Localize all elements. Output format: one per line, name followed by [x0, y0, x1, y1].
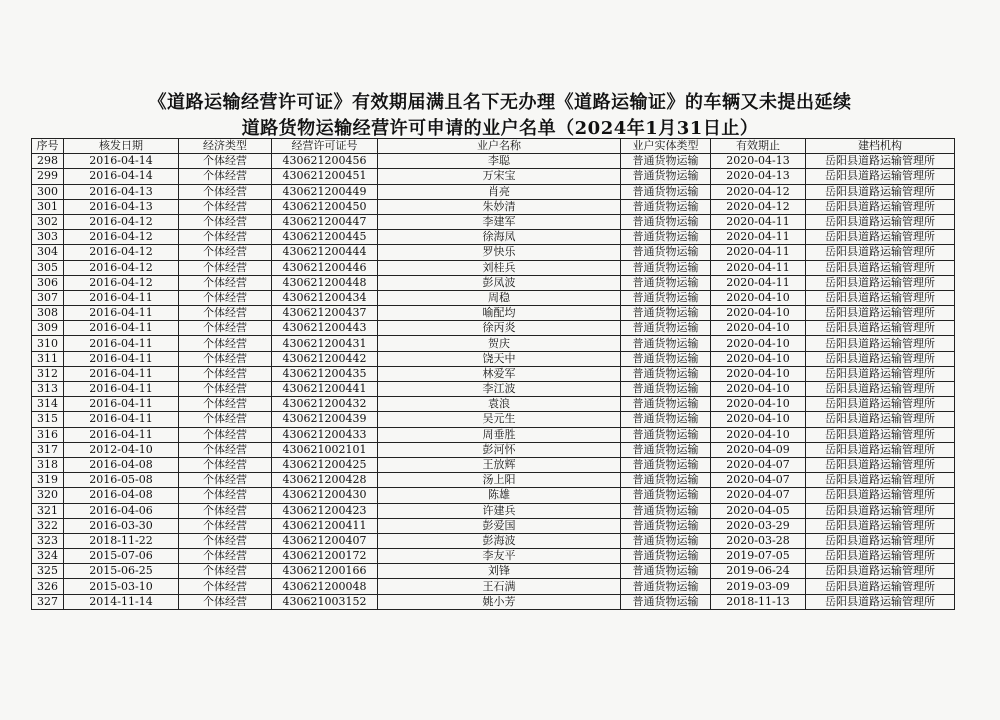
cell-operator-name: 周稳 — [378, 290, 621, 305]
cell-expiry-date: 2020-04-11 — [711, 245, 806, 260]
cell-filing-agency: 岳阳县道路运输管理所 — [806, 457, 955, 472]
cell-expiry-date: 2020-04-07 — [711, 488, 806, 503]
cell-expiry-date: 2020-04-07 — [711, 473, 806, 488]
cell-license-no: 430621200450 — [272, 199, 378, 214]
cell-license-no: 430621002101 — [272, 442, 378, 457]
cell-entity-type: 普通货物运输 — [621, 457, 711, 472]
cell-license-no: 430621200445 — [272, 230, 378, 245]
cell-economic-type: 个体经营 — [179, 336, 272, 351]
cell-filing-agency: 岳阳县道路运输管理所 — [806, 321, 955, 336]
cell-economic-type: 个体经营 — [179, 199, 272, 214]
cell-entity-type: 普通货物运输 — [621, 503, 711, 518]
cell-economic-type: 个体经营 — [179, 214, 272, 229]
cell-entity-type: 普通货物运输 — [621, 230, 711, 245]
cell-expiry-date: 2020-04-11 — [711, 275, 806, 290]
cell-entity-type: 普通货物运输 — [621, 245, 711, 260]
cell-filing-agency: 岳阳县道路运输管理所 — [806, 533, 955, 548]
cell-license-no: 430621200431 — [272, 336, 378, 351]
cell-expiry-date: 2020-04-11 — [711, 260, 806, 275]
cell-expiry-date: 2020-04-10 — [711, 412, 806, 427]
cell-operator-name: 饶天中 — [378, 351, 621, 366]
document-title-line-1: 《道路运输经营许可证》有效期届满且名下无办理《道路运输证》的车辆又未提出延续 — [148, 92, 852, 113]
cell-expiry-date: 2020-04-13 — [711, 169, 806, 184]
cell-seq: 312 — [32, 366, 64, 381]
table-row — [32, 397, 955, 412]
cell-entity-type: 普通货物运输 — [621, 533, 711, 548]
cell-issue-date: 2016-03-30 — [64, 518, 179, 533]
table-row — [32, 518, 955, 533]
document-title-line-2: 道路货物运输经营许可申请的业户名单（2024年1月31日止） — [241, 118, 759, 139]
cell-economic-type: 个体经营 — [179, 427, 272, 442]
table-row — [32, 230, 955, 245]
cell-license-no: 430621200437 — [272, 306, 378, 321]
cell-issue-date: 2016-04-14 — [64, 169, 179, 184]
cell-seq: 315 — [32, 412, 64, 427]
cell-operator-name: 罗快乐 — [378, 245, 621, 260]
cell-seq: 307 — [32, 290, 64, 305]
table-row — [32, 503, 955, 518]
cell-filing-agency: 岳阳县道路运输管理所 — [806, 245, 955, 260]
cell-issue-date: 2016-04-11 — [64, 382, 179, 397]
cell-expiry-date: 2020-04-10 — [711, 321, 806, 336]
cell-license-no: 430621200451 — [272, 169, 378, 184]
cell-seq: 298 — [32, 154, 64, 169]
cell-operator-name: 肖亮 — [378, 184, 621, 199]
cell-seq: 321 — [32, 503, 64, 518]
cell-filing-agency: 岳阳县道路运输管理所 — [806, 199, 955, 214]
cell-issue-date: 2015-07-06 — [64, 549, 179, 564]
cell-entity-type: 普通货物运输 — [621, 169, 711, 184]
cell-issue-date: 2016-04-13 — [64, 184, 179, 199]
table-row — [32, 564, 955, 579]
cell-entity-type: 普通货物运输 — [621, 214, 711, 229]
cell-expiry-date: 2020-04-10 — [711, 382, 806, 397]
cell-expiry-date: 2019-06-24 — [711, 564, 806, 579]
cell-issue-date: 2016-04-11 — [64, 336, 179, 351]
cell-expiry-date: 2020-04-09 — [711, 442, 806, 457]
cell-expiry-date: 2020-04-13 — [711, 154, 806, 169]
cell-expiry-date: 2020-04-12 — [711, 184, 806, 199]
cell-operator-name: 贺庆 — [378, 336, 621, 351]
cell-seq: 318 — [32, 457, 64, 472]
cell-operator-name: 李友平 — [378, 549, 621, 564]
header-expiry-date: 有效期止 — [711, 139, 806, 154]
table-row — [32, 457, 955, 472]
cell-license-no: 430621003152 — [272, 594, 378, 609]
cell-entity-type: 普通货物运输 — [621, 290, 711, 305]
cell-operator-name: 刘锋 — [378, 564, 621, 579]
cell-license-no: 430621200432 — [272, 397, 378, 412]
table-row — [32, 579, 955, 594]
cell-seq: 301 — [32, 199, 64, 214]
cell-entity-type: 普通货物运输 — [621, 549, 711, 564]
cell-economic-type: 个体经营 — [179, 473, 272, 488]
cell-economic-type: 个体经营 — [179, 518, 272, 533]
cell-filing-agency: 岳阳县道路运输管理所 — [806, 549, 955, 564]
cell-expiry-date: 2020-03-29 — [711, 518, 806, 533]
cell-issue-date: 2016-04-14 — [64, 154, 179, 169]
cell-issue-date: 2016-04-08 — [64, 457, 179, 472]
cell-entity-type: 普通货物运输 — [621, 366, 711, 381]
table-row — [32, 594, 955, 609]
cell-filing-agency: 岳阳县道路运输管理所 — [806, 154, 955, 169]
cell-issue-date: 2015-06-25 — [64, 564, 179, 579]
cell-operator-name: 喻配均 — [378, 306, 621, 321]
cell-seq: 323 — [32, 533, 64, 548]
cell-operator-name: 徐海凤 — [378, 230, 621, 245]
cell-seq: 305 — [32, 260, 64, 275]
table-row — [32, 184, 955, 199]
cell-operator-name: 吴元生 — [378, 412, 621, 427]
cell-operator-name: 李江波 — [378, 382, 621, 397]
table-header — [32, 139, 955, 154]
cell-issue-date: 2016-04-06 — [64, 503, 179, 518]
cell-seq: 299 — [32, 169, 64, 184]
cell-operator-name: 王放辉 — [378, 457, 621, 472]
cell-filing-agency: 岳阳县道路运输管理所 — [806, 579, 955, 594]
cell-economic-type: 个体经营 — [179, 412, 272, 427]
table-row — [32, 412, 955, 427]
table-row — [32, 382, 955, 397]
cell-expiry-date: 2020-04-10 — [711, 290, 806, 305]
table-row — [32, 351, 955, 366]
cell-license-no: 430621200434 — [272, 290, 378, 305]
cell-license-no: 430621200411 — [272, 518, 378, 533]
cell-license-no: 430621200444 — [272, 245, 378, 260]
cell-issue-date: 2016-04-11 — [64, 290, 179, 305]
cell-economic-type: 个体经营 — [179, 321, 272, 336]
cell-expiry-date: 2020-04-10 — [711, 351, 806, 366]
cell-expiry-date: 2019-07-05 — [711, 549, 806, 564]
cell-filing-agency: 岳阳县道路运输管理所 — [806, 290, 955, 305]
cell-expiry-date: 2020-04-11 — [711, 230, 806, 245]
cell-filing-agency: 岳阳县道路运输管理所 — [806, 184, 955, 199]
table-row — [32, 473, 955, 488]
cell-license-no: 430621200456 — [272, 154, 378, 169]
cell-issue-date: 2016-04-11 — [64, 366, 179, 381]
cell-issue-date: 2012-04-10 — [64, 442, 179, 457]
cell-issue-date: 2016-04-11 — [64, 351, 179, 366]
header-row — [32, 139, 955, 154]
table-row — [32, 488, 955, 503]
cell-license-no: 430621200430 — [272, 488, 378, 503]
header-issue-date: 核发日期 — [64, 139, 179, 154]
cell-seq: 313 — [32, 382, 64, 397]
cell-seq: 308 — [32, 306, 64, 321]
cell-entity-type: 普通货物运输 — [621, 260, 711, 275]
cell-entity-type: 普通货物运输 — [621, 412, 711, 427]
cell-seq: 319 — [32, 473, 64, 488]
cell-filing-agency: 岳阳县道路运输管理所 — [806, 230, 955, 245]
header-economic-type: 经济类型 — [179, 139, 272, 154]
cell-expiry-date: 2020-03-28 — [711, 533, 806, 548]
cell-seq: 303 — [32, 230, 64, 245]
table-row — [32, 169, 955, 184]
cell-economic-type: 个体经营 — [179, 260, 272, 275]
cell-expiry-date: 2018-11-13 — [711, 594, 806, 609]
cell-license-no: 430621200441 — [272, 382, 378, 397]
cell-filing-agency: 岳阳县道路运输管理所 — [806, 336, 955, 351]
cell-operator-name: 姚小芳 — [378, 594, 621, 609]
cell-entity-type: 普通货物运输 — [621, 336, 711, 351]
cell-entity-type: 普通货物运输 — [621, 306, 711, 321]
cell-operator-name: 万宋宝 — [378, 169, 621, 184]
header-filing-agency: 建档机构 — [806, 139, 955, 154]
cell-filing-agency: 岳阳县道路运输管理所 — [806, 214, 955, 229]
cell-filing-agency: 岳阳县道路运输管理所 — [806, 427, 955, 442]
cell-operator-name: 刘桂兵 — [378, 260, 621, 275]
cell-license-no: 430621200439 — [272, 412, 378, 427]
cell-license-no: 430621200048 — [272, 579, 378, 594]
cell-operator-name: 李建军 — [378, 214, 621, 229]
cell-filing-agency: 岳阳县道路运输管理所 — [806, 518, 955, 533]
cell-seq: 316 — [32, 427, 64, 442]
cell-economic-type: 个体经营 — [179, 351, 272, 366]
cell-filing-agency: 岳阳县道路运输管理所 — [806, 382, 955, 397]
table-row — [32, 549, 955, 564]
cell-license-no: 430621200433 — [272, 427, 378, 442]
cell-filing-agency: 岳阳县道路运输管理所 — [806, 275, 955, 290]
cell-entity-type: 普通货物运输 — [621, 442, 711, 457]
cell-seq: 322 — [32, 518, 64, 533]
cell-filing-agency: 岳阳县道路运输管理所 — [806, 351, 955, 366]
cell-license-no: 430621200166 — [272, 564, 378, 579]
cell-entity-type: 普通货物运输 — [621, 473, 711, 488]
cell-expiry-date: 2020-04-10 — [711, 336, 806, 351]
cell-expiry-date: 2020-04-10 — [711, 427, 806, 442]
header-operator-name: 业户名称 — [378, 139, 621, 154]
table-row — [32, 260, 955, 275]
cell-entity-type: 普通货物运输 — [621, 154, 711, 169]
cell-issue-date: 2016-05-08 — [64, 473, 179, 488]
cell-issue-date: 2016-04-11 — [64, 412, 179, 427]
cell-economic-type: 个体经营 — [179, 382, 272, 397]
cell-operator-name: 彭海波 — [378, 533, 621, 548]
cell-economic-type: 个体经营 — [179, 457, 272, 472]
table-row — [32, 275, 955, 290]
cell-license-no: 430621200428 — [272, 473, 378, 488]
cell-seq: 311 — [32, 351, 64, 366]
cell-filing-agency: 岳阳县道路运输管理所 — [806, 442, 955, 457]
cell-economic-type: 个体经营 — [179, 290, 272, 305]
table-row — [32, 336, 955, 351]
cell-expiry-date: 2020-04-07 — [711, 457, 806, 472]
cell-seq: 320 — [32, 488, 64, 503]
cell-license-no: 430621200449 — [272, 184, 378, 199]
table-body — [32, 154, 955, 610]
cell-filing-agency: 岳阳县道路运输管理所 — [806, 412, 955, 427]
table-row — [32, 306, 955, 321]
cell-license-no: 430621200448 — [272, 275, 378, 290]
cell-operator-name: 周垂胜 — [378, 427, 621, 442]
header-seq: 序号 — [32, 139, 64, 154]
cell-seq: 302 — [32, 214, 64, 229]
cell-filing-agency: 岳阳县道路运输管理所 — [806, 473, 955, 488]
table-row — [32, 245, 955, 260]
cell-issue-date: 2016-04-12 — [64, 260, 179, 275]
cell-expiry-date: 2020-04-10 — [711, 366, 806, 381]
cell-issue-date: 2014-11-14 — [64, 594, 179, 609]
cell-seq: 317 — [32, 442, 64, 457]
cell-seq: 309 — [32, 321, 64, 336]
cell-filing-agency: 岳阳县道路运输管理所 — [806, 503, 955, 518]
cell-filing-agency: 岳阳县道路运输管理所 — [806, 564, 955, 579]
table-row — [32, 427, 955, 442]
cell-expiry-date: 2020-04-10 — [711, 306, 806, 321]
cell-seq: 300 — [32, 184, 64, 199]
cell-economic-type: 个体经营 — [179, 397, 272, 412]
cell-economic-type: 个体经营 — [179, 366, 272, 381]
cell-entity-type: 普通货物运输 — [621, 488, 711, 503]
table-row — [32, 290, 955, 305]
cell-entity-type: 普通货物运输 — [621, 518, 711, 533]
cell-seq: 327 — [32, 594, 64, 609]
cell-seq: 324 — [32, 549, 64, 564]
cell-operator-name: 彭爱国 — [378, 518, 621, 533]
cell-license-no: 430621200423 — [272, 503, 378, 518]
cell-issue-date: 2016-04-11 — [64, 321, 179, 336]
cell-economic-type: 个体经营 — [179, 275, 272, 290]
cell-issue-date: 2016-04-08 — [64, 488, 179, 503]
table-row — [32, 199, 955, 214]
cell-filing-agency: 岳阳县道路运输管理所 — [806, 260, 955, 275]
cell-operator-name: 陈雄 — [378, 488, 621, 503]
table-row — [32, 321, 955, 336]
cell-entity-type: 普通货物运输 — [621, 199, 711, 214]
cell-license-no: 430621200443 — [272, 321, 378, 336]
cell-operator-name: 彭凤波 — [378, 275, 621, 290]
cell-issue-date: 2016-04-12 — [64, 230, 179, 245]
table-row — [32, 154, 955, 169]
cell-filing-agency: 岳阳县道路运输管理所 — [806, 366, 955, 381]
cell-operator-name: 林爱军 — [378, 366, 621, 381]
cell-entity-type: 普通货物运输 — [621, 397, 711, 412]
cell-filing-agency: 岳阳县道路运输管理所 — [806, 594, 955, 609]
cell-operator-name: 李聪 — [378, 154, 621, 169]
cell-issue-date: 2018-11-22 — [64, 533, 179, 548]
cell-economic-type: 个体经营 — [179, 306, 272, 321]
cell-issue-date: 2016-04-12 — [64, 275, 179, 290]
cell-filing-agency: 岳阳县道路运输管理所 — [806, 306, 955, 321]
cell-economic-type: 个体经营 — [179, 594, 272, 609]
header-license-no: 经营许可证号 — [272, 139, 378, 154]
cell-economic-type: 个体经营 — [179, 488, 272, 503]
cell-seq: 306 — [32, 275, 64, 290]
table-row — [32, 214, 955, 229]
cell-entity-type: 普通货物运输 — [621, 321, 711, 336]
cell-seq: 310 — [32, 336, 64, 351]
cell-filing-agency: 岳阳县道路运输管理所 — [806, 488, 955, 503]
cell-operator-name: 朱妙清 — [378, 199, 621, 214]
cell-operator-name: 汤上阳 — [378, 473, 621, 488]
cell-expiry-date: 2020-04-11 — [711, 214, 806, 229]
cell-economic-type: 个体经营 — [179, 564, 272, 579]
cell-economic-type: 个体经营 — [179, 579, 272, 594]
table-row — [32, 442, 955, 457]
cell-issue-date: 2016-04-13 — [64, 199, 179, 214]
cell-operator-name: 王石满 — [378, 579, 621, 594]
cell-filing-agency: 岳阳县道路运输管理所 — [806, 397, 955, 412]
cell-license-no: 430621200172 — [272, 549, 378, 564]
cell-expiry-date: 2020-04-12 — [711, 199, 806, 214]
cell-entity-type: 普通货物运输 — [621, 579, 711, 594]
cell-entity-type: 普通货物运输 — [621, 594, 711, 609]
cell-economic-type: 个体经营 — [179, 503, 272, 518]
cell-economic-type: 个体经营 — [179, 230, 272, 245]
cell-license-no: 430621200425 — [272, 457, 378, 472]
cell-expiry-date: 2019-03-09 — [711, 579, 806, 594]
cell-entity-type: 普通货物运输 — [621, 351, 711, 366]
cell-operator-name: 许建兵 — [378, 503, 621, 518]
cell-expiry-date: 2020-04-05 — [711, 503, 806, 518]
cell-entity-type: 普通货物运输 — [621, 564, 711, 579]
cell-economic-type: 个体经营 — [179, 169, 272, 184]
cell-entity-type: 普通货物运输 — [621, 427, 711, 442]
cell-issue-date: 2016-04-12 — [64, 214, 179, 229]
cell-seq: 325 — [32, 564, 64, 579]
cell-license-no: 430621200442 — [272, 351, 378, 366]
header-entity-type: 业户实体类型 — [621, 139, 711, 154]
cell-operator-name: 袁浪 — [378, 397, 621, 412]
cell-economic-type: 个体经营 — [179, 549, 272, 564]
cell-issue-date: 2016-04-12 — [64, 245, 179, 260]
cell-license-no: 430621200407 — [272, 533, 378, 548]
cell-operator-name: 徐丙炎 — [378, 321, 621, 336]
cell-economic-type: 个体经营 — [179, 154, 272, 169]
cell-expiry-date: 2020-04-10 — [711, 397, 806, 412]
cell-seq: 304 — [32, 245, 64, 260]
cell-seq: 326 — [32, 579, 64, 594]
cell-economic-type: 个体经营 — [179, 533, 272, 548]
operator-list-table — [31, 138, 955, 610]
cell-license-no: 430621200446 — [272, 260, 378, 275]
table-row — [32, 533, 955, 548]
cell-issue-date: 2016-04-11 — [64, 306, 179, 321]
cell-operator-name: 彭河怀 — [378, 442, 621, 457]
cell-entity-type: 普通货物运输 — [621, 275, 711, 290]
cell-license-no: 430621200435 — [272, 366, 378, 381]
cell-economic-type: 个体经营 — [179, 184, 272, 199]
cell-filing-agency: 岳阳县道路运输管理所 — [806, 169, 955, 184]
cell-issue-date: 2016-04-11 — [64, 427, 179, 442]
cell-economic-type: 个体经营 — [179, 245, 272, 260]
cell-issue-date: 2016-04-11 — [64, 397, 179, 412]
cell-issue-date: 2015-03-10 — [64, 579, 179, 594]
table-row — [32, 366, 955, 381]
cell-economic-type: 个体经营 — [179, 442, 272, 457]
cell-entity-type: 普通货物运输 — [621, 382, 711, 397]
cell-seq: 314 — [32, 397, 64, 412]
cell-license-no: 430621200447 — [272, 214, 378, 229]
cell-entity-type: 普通货物运输 — [621, 184, 711, 199]
